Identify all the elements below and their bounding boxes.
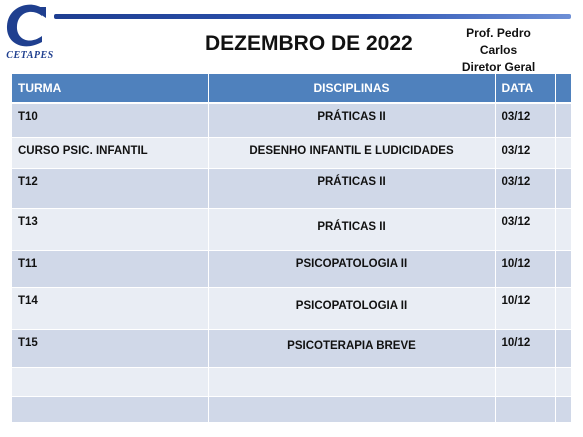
table-row bbox=[12, 250, 571, 287]
cell-data bbox=[495, 367, 555, 396]
cell-turma: T15 bbox=[12, 329, 208, 367]
cell-blank bbox=[555, 396, 571, 422]
cell-data: 03/12 bbox=[495, 168, 555, 208]
table-header-row bbox=[12, 74, 571, 103]
cell-blank bbox=[555, 367, 571, 396]
cell-disciplina: PRÁTICAS II bbox=[208, 208, 495, 250]
cell-turma: T10 bbox=[12, 103, 208, 137]
schedule-table bbox=[12, 74, 572, 423]
cell-blank bbox=[555, 103, 571, 137]
cell-disciplina: PSICOPATOLOGIA II bbox=[208, 250, 495, 287]
cell-turma bbox=[12, 367, 208, 396]
cell-disciplina: PSICOTERAPIA BREVE bbox=[208, 329, 495, 367]
page-title: DEZEMBRO DE 2022 bbox=[205, 32, 413, 55]
cell-data: 10/12 bbox=[495, 329, 555, 367]
cell-blank bbox=[555, 137, 571, 168]
column-header-turma: TURMA bbox=[12, 74, 208, 103]
table-row bbox=[12, 103, 571, 137]
table-row bbox=[12, 367, 571, 396]
signature bbox=[446, 25, 551, 76]
cell-blank bbox=[555, 208, 571, 250]
cell-turma: T13 bbox=[12, 208, 208, 250]
cell-turma: T11 bbox=[12, 250, 208, 287]
table-row bbox=[12, 329, 571, 367]
cell-disciplina: PRÁTICAS II bbox=[208, 103, 495, 137]
cell-blank bbox=[555, 168, 571, 208]
cell-data: 10/12 bbox=[495, 287, 555, 329]
cell-turma: T14 bbox=[12, 287, 208, 329]
cell-data: 03/12 bbox=[495, 137, 555, 168]
top-rule bbox=[54, 14, 571, 19]
cell-turma: CURSO PSIC. INFANTIL bbox=[12, 137, 208, 168]
column-header-data: DATA bbox=[495, 74, 555, 103]
table-row bbox=[12, 287, 571, 329]
table-row bbox=[12, 168, 571, 208]
cell-blank bbox=[555, 287, 571, 329]
cell-disciplina: PSICOPATOLOGIA II bbox=[208, 287, 495, 329]
column-header-blank bbox=[555, 74, 571, 103]
table-row bbox=[12, 396, 571, 422]
cell-disciplina: PRÁTICAS II bbox=[208, 168, 495, 208]
cell-disciplina: DESENHO INFANTIL E LUDICIDADES bbox=[208, 137, 495, 168]
logo-caption: CETAPES bbox=[6, 50, 54, 61]
cell-data bbox=[495, 396, 555, 422]
cell-data: 03/12 bbox=[495, 208, 555, 250]
table-row bbox=[12, 208, 571, 250]
signature-name: Prof. Pedro Carlos bbox=[466, 26, 531, 57]
cell-data: 03/12 bbox=[495, 103, 555, 137]
cell-turma: T12 bbox=[12, 168, 208, 208]
cell-blank bbox=[555, 250, 571, 287]
cell-blank bbox=[555, 329, 571, 367]
cell-data: 10/12 bbox=[495, 250, 555, 287]
signature-role: Diretor Geral bbox=[461, 60, 536, 74]
cell-disciplina bbox=[208, 396, 495, 422]
cell-disciplina bbox=[208, 367, 495, 396]
cell-turma bbox=[12, 396, 208, 422]
column-header-disciplinas: DISCIPLINAS bbox=[208, 74, 495, 103]
table-row bbox=[12, 137, 571, 168]
